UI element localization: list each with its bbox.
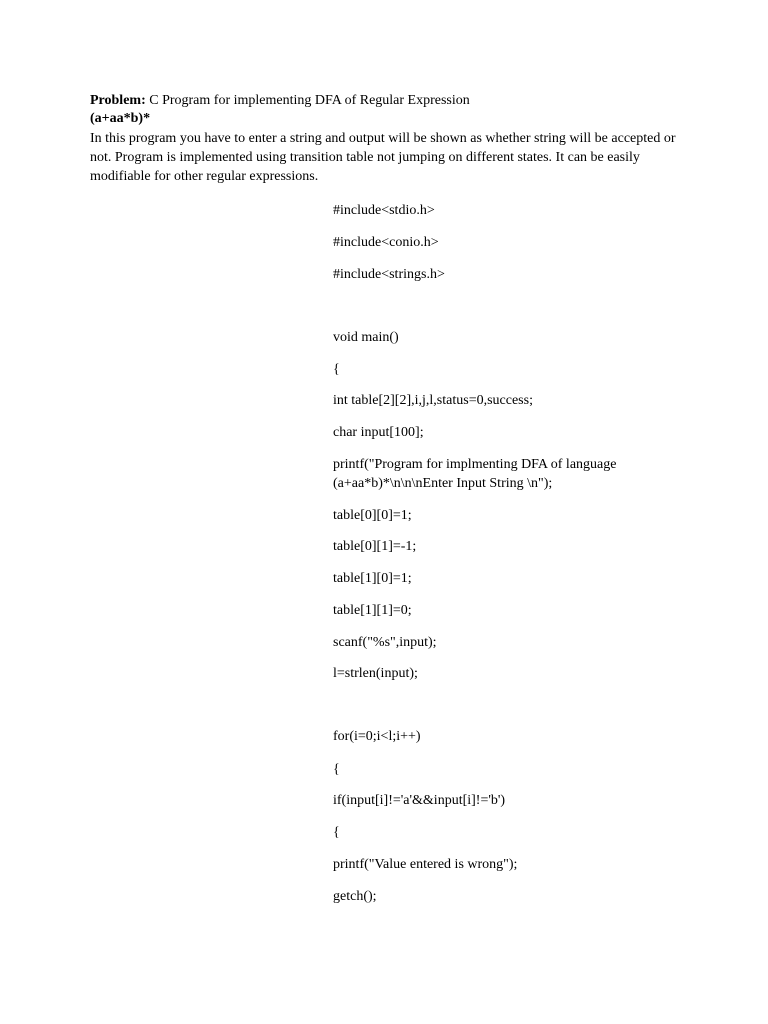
code-line: if(input[i]!='a'&&input[i]!='b') (333, 793, 506, 808)
code-line: { (333, 825, 340, 840)
code-line: #include<stdio.h> (333, 203, 435, 218)
code-line: table[0][0]=1; (333, 508, 412, 523)
code-line: for(i=0;i<l;i++) (333, 729, 421, 744)
code-line: int table[2][2],i,j,l,status=0,success; (333, 393, 533, 408)
code-line: table[1][0]=1; (333, 571, 412, 586)
intro-paragraph: In this program you have to enter a string and output will be shown as whether string will be accepted or not. Program is implemented using transition table not jumping on different states. It can be easily modifiable for other regular expressions. (90, 131, 676, 184)
code-line: #include<conio.h> (333, 235, 439, 250)
code-line: void main() (333, 330, 399, 345)
code-line: printf("Value entered is wrong"); (333, 857, 518, 872)
code-line: table[0][1]=-1; (333, 539, 417, 554)
code-line: #include<strings.h> (333, 267, 445, 282)
code-line: char input[100]; (333, 425, 424, 440)
code-line: table[1][1]=0; (333, 603, 412, 618)
code-line: l=strlen(input); (333, 666, 418, 681)
code-line: getch(); (333, 889, 377, 904)
code-line: scanf("%s",input); (333, 635, 437, 650)
problem-label: Problem: (90, 93, 146, 108)
code-line: { (333, 362, 340, 377)
code-line: printf("Program for implmenting DFA of language (a+aa*b)*\n\n\nEnter Input String \n"); (333, 457, 617, 491)
problem-title: C Program for implementing DFA of Regular Expression (149, 93, 470, 108)
code-line: { (333, 762, 340, 777)
problem-heading (90, 92, 690, 128)
regex-expression: (a+aa*b)* (90, 111, 151, 126)
